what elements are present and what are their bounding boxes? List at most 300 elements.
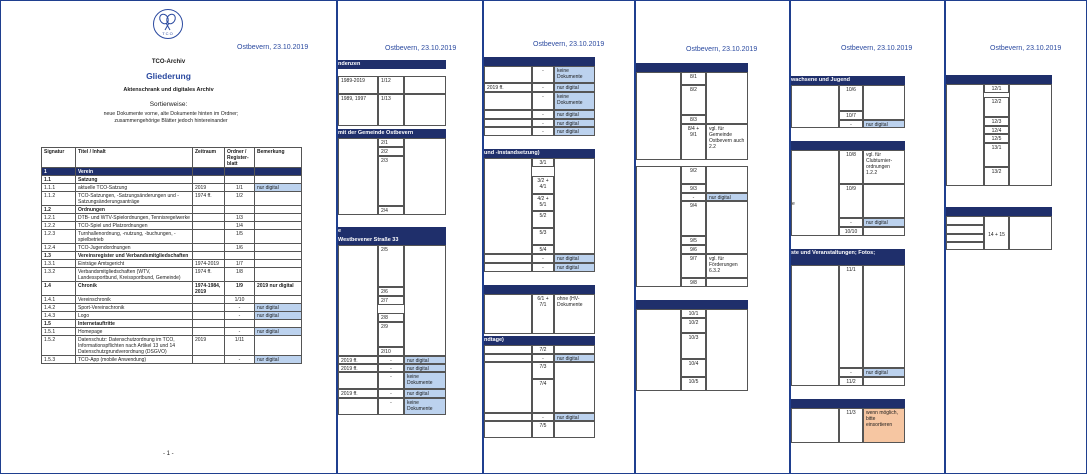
cell-zeitraum <box>636 72 681 160</box>
sort-description <box>81 111 261 125</box>
sort-heading: Sortierweise: <box>149 101 188 108</box>
section-header <box>636 63 748 72</box>
cell-bemerkung <box>706 278 748 287</box>
section-header: und -instandsetzung) <box>484 149 595 158</box>
cell-zeitraum <box>193 222 225 230</box>
cell-titel: Datenschutz: Datenschutzordnung im TCO, Informationspflichten nach Artikel 13 und 14 Datenschutzgrundverordnung (DSGVO) <box>76 336 193 356</box>
cell-ordner: 1/10 <box>225 296 255 304</box>
cell-ordner: 8/1 <box>681 72 706 85</box>
cell-ordner: - <box>839 368 863 377</box>
sort-line-1: neue Dokumente vorne, alte Dokumente hinten im Ordner; <box>103 111 239 117</box>
cell-ordner: 13/1 <box>984 143 1009 167</box>
cell-bemerkung: nur digital <box>554 263 595 272</box>
cell-zeitraum: 1989, 1997 <box>338 94 378 126</box>
cell-zeitraum <box>484 263 532 272</box>
table-row <box>42 296 302 304</box>
cell-zeitraum <box>338 245 378 356</box>
cell-bemerkung: nur digital <box>554 83 595 92</box>
cell-ordner: 2/1 <box>378 138 404 147</box>
cell-signatur: 1.4 <box>42 282 76 296</box>
page-date: Ostbevern, 23.10.2019 <box>686 46 758 53</box>
cell-ordner: 1/3 <box>225 214 255 222</box>
cell-bemerkung <box>255 268 302 282</box>
cell-bemerkung: keine Dokumente <box>404 372 446 389</box>
cell-ordner: - <box>681 193 706 201</box>
cell-ordner: 3/1 <box>532 158 554 167</box>
page-footer: - 1 - <box>163 451 174 457</box>
cell-ordner: - <box>839 120 863 128</box>
cell-bemerkung: nur digital <box>255 304 302 312</box>
cell-bemerkung <box>863 85 905 120</box>
cell-bemerkung <box>404 94 446 126</box>
cell-ordner: 9/5 <box>681 236 706 245</box>
cell-ordner: - <box>532 110 554 119</box>
table-row <box>42 222 302 230</box>
cell-bemerkung: vgl. für Förderungen 6.3.2 <box>706 254 748 278</box>
cell-titel: Ordnungen <box>76 206 193 214</box>
cell-ordner: 9/8 <box>681 278 706 287</box>
section-header: e <box>338 227 446 236</box>
cell-ordner: 9/2 <box>681 166 706 184</box>
cell-bemerkung <box>1009 216 1052 250</box>
cell-zeitraum <box>946 216 984 225</box>
table-row <box>42 260 302 268</box>
cell-ordner: 2/9 <box>378 322 404 347</box>
cell-zeitraum <box>193 168 225 176</box>
table-row <box>42 304 302 312</box>
cell-ordner: - <box>225 304 255 312</box>
cell-bemerkung: nur digital <box>554 254 595 263</box>
cell-ordner: 1/9 <box>225 282 255 296</box>
cell-zeitraum: 2019 ff. <box>338 364 378 372</box>
cell-ordner: 10/5 <box>681 377 706 391</box>
table-header-row <box>42 148 302 168</box>
cell-ordner: 10/2 <box>681 318 706 333</box>
tennis-rackets-icon <box>154 10 181 37</box>
cell-signatur: 1.4.3 <box>42 312 76 320</box>
cell-bemerkung <box>404 138 446 215</box>
cell-bemerkung <box>255 296 302 304</box>
cell-bemerkung: vgl. für Gemeinde Ostbevern auch 2.2 <box>706 124 748 160</box>
cell-ordner: - <box>378 364 404 372</box>
cell-bemerkung <box>863 265 905 368</box>
cell-zeitraum <box>484 421 532 438</box>
cell-bemerkung: nur digital <box>706 193 748 201</box>
cell-ordner <box>225 168 255 176</box>
cell-zeitraum <box>636 309 681 391</box>
document-page-4 <box>635 0 790 474</box>
page-date: Ostbevern, 23.10.2019 <box>237 44 309 51</box>
cell-titel: Vereinschronik <box>76 296 193 304</box>
cell-zeitraum <box>791 408 839 443</box>
cell-ordner: 7/5 <box>532 421 554 438</box>
cell-bemerkung: nur digital <box>404 364 446 372</box>
cell-ordner: - <box>378 372 404 389</box>
cell-signatur: 1.2 <box>42 206 76 214</box>
cell-bemerkung: nur digital <box>863 218 905 227</box>
cell-zeitraum <box>484 345 532 354</box>
cell-zeitraum <box>193 356 225 364</box>
cell-titel: Sport-Vereinschronik <box>76 304 193 312</box>
cell-signatur: 1.2.4 <box>42 244 76 252</box>
section-header <box>791 141 905 150</box>
section-row <box>42 252 302 260</box>
cell-zeitraum <box>338 372 378 389</box>
cell-zeitraum: 2019 ff. <box>484 83 532 92</box>
cell-zeitraum <box>484 92 532 110</box>
cell-bemerkung <box>255 168 302 176</box>
cell-ordner: 9/7 <box>681 254 706 278</box>
cell-titel: TCO-App (mobile Anwendung) <box>76 356 193 364</box>
cell-signatur: 1.5.3 <box>42 356 76 364</box>
cell-signatur: 1.4.1 <box>42 296 76 304</box>
cell-ordner: 10/4 <box>681 359 706 377</box>
cell-zeitraum <box>193 206 225 214</box>
cell-ordner: 10/10 <box>839 227 863 236</box>
table-row <box>42 244 302 252</box>
cell-ordner: - <box>378 356 404 364</box>
cell-zeitraum <box>338 398 378 415</box>
cell-bemerkung: 2019 nur digital <box>255 282 302 296</box>
cell-bemerkung: nur digital <box>554 354 595 362</box>
cell-ordner: - <box>532 119 554 127</box>
section-header <box>946 75 1052 84</box>
cell-bemerkung: nur digital <box>554 110 595 119</box>
document-page-5 <box>790 0 945 474</box>
table-row <box>42 312 302 320</box>
section-header <box>484 285 595 294</box>
cell-bemerkung: keine Dokumente <box>554 92 595 110</box>
cell-zeitraum <box>193 312 225 320</box>
cell-bemerkung <box>706 201 748 254</box>
cell-bemerkung: nur digital <box>255 184 302 192</box>
cell-bemerkung: nur digital <box>863 368 905 377</box>
cell-ordner: 1/1 <box>225 184 255 192</box>
cell-bemerkung <box>255 244 302 252</box>
section-header: wachsene und Jugend <box>791 76 905 85</box>
cell-signatur: 1.1.2 <box>42 192 76 206</box>
cell-zeitraum: 2019 <box>193 184 225 192</box>
cell-titel: Internetauftritte <box>76 320 193 328</box>
cell-titel: Vereinsregister und Verbandsmitgliedschaften <box>76 252 193 260</box>
cell-zeitraum <box>946 234 984 242</box>
cell-bemerkung <box>255 206 302 214</box>
cell-ordner <box>225 206 255 214</box>
table-row <box>42 192 302 206</box>
cell-zeitraum <box>791 265 839 386</box>
cell-zeitraum: 2019 ff. <box>338 356 378 364</box>
cell-ordner: - <box>532 413 554 421</box>
cell-ordner: 2/6 <box>378 287 404 296</box>
cell-ordner: 8/3 <box>681 115 706 124</box>
cell-ordner: 1/2 <box>225 192 255 206</box>
cell-zeitraum: 1974 ff. <box>193 192 225 206</box>
cell-bemerkung <box>554 362 595 413</box>
cell-bemerkung <box>255 260 302 268</box>
cell-ordner: 1/5 <box>225 230 255 244</box>
cell-bemerkung <box>404 245 446 356</box>
cell-ordner: - <box>225 328 255 336</box>
table-row <box>42 214 302 222</box>
cell-ordner: 3/2 + 4/1 <box>532 176 554 194</box>
cell-ordner: 12/5 <box>984 134 1009 143</box>
cell-bemerkung <box>255 192 302 206</box>
cell-zeitraum <box>791 85 839 128</box>
document-page-2 <box>337 0 483 474</box>
cell-ordner: 2/5 <box>378 245 404 287</box>
cell-ordner: 1/13 <box>378 94 404 126</box>
cell-ordner <box>225 176 255 184</box>
cell-ordner: 1/11 <box>225 336 255 356</box>
document-title: Gliederung <box>146 71 191 81</box>
cell-ordner: 7/3 <box>532 362 554 379</box>
cell-zeitraum <box>484 254 532 263</box>
document-page-3 <box>483 0 635 474</box>
cell-ordner: 9/6 <box>681 245 706 254</box>
section-row <box>42 176 302 184</box>
cell-zeitraum <box>484 158 532 254</box>
section-header <box>636 300 748 309</box>
svg-text:T C O: T C O <box>162 31 173 36</box>
col-header-ordner: Ordner / Register-blatt <box>225 148 255 168</box>
cell-ordner: 2/10 <box>378 347 404 356</box>
cell-ordner: 2/2 <box>378 147 404 156</box>
cell-bemerkung <box>863 377 905 386</box>
cell-titel: TCO-Spiel und Platzordnungen <box>76 222 193 230</box>
cell-ordner: - <box>839 218 863 227</box>
cell-bemerkung <box>255 176 302 184</box>
cell-titel: Einträge Amtsgericht <box>76 260 193 268</box>
cell-titel: Turnhallenordnung, -nutzung, -buchungen, -spielbetrieb <box>76 230 193 244</box>
table-row <box>42 356 302 364</box>
cell-ordner: - <box>378 398 404 415</box>
cell-ordner: 12/4 <box>984 126 1009 134</box>
cell-ordner: - <box>225 312 255 320</box>
cell-zeitraum <box>484 66 532 83</box>
table-row <box>42 184 302 192</box>
cell-ordner: - <box>532 254 554 263</box>
cell-zeitraum <box>193 252 225 260</box>
cell-zeitraum: 1974-1984, 2019 <box>193 282 225 296</box>
cell-signatur: 1.3 <box>42 252 76 260</box>
cell-titel: Satzung <box>76 176 193 184</box>
cell-ordner: 11/3 <box>839 408 863 443</box>
cell-ordner: 5/4 <box>532 245 554 254</box>
section-header: ste und Veranstaltungen; Fotos; <box>791 249 905 265</box>
cell-ordner: 6/1 + 7/1 <box>532 294 554 334</box>
cell-ordner: - <box>225 356 255 364</box>
cell-bemerkung <box>706 72 748 124</box>
cell-ordner: 14 + 15 <box>984 216 1009 250</box>
cell-signatur: 1.3.2 <box>42 268 76 282</box>
cell-ordner: 10/1 <box>681 309 706 318</box>
club-logo <box>153 9 183 39</box>
cell-bemerkung <box>554 345 595 354</box>
cell-ordner: 8/2 <box>681 85 706 115</box>
cell-ordner: 2/3 <box>378 156 404 206</box>
table-body <box>42 168 302 364</box>
table-row <box>42 336 302 356</box>
section-header: ndtage) <box>484 336 595 345</box>
cell-bemerkung <box>554 158 595 254</box>
cell-ordner: 1/8 <box>225 268 255 282</box>
cell-ordner: 11/1 <box>839 265 863 368</box>
cell-signatur: 1 <box>42 168 76 176</box>
cell-ordner: 4/2 + 5/1 <box>532 194 554 211</box>
archive-title: TCO-Archiv <box>151 59 186 65</box>
cell-bemerkung <box>863 184 905 218</box>
cell-titel: TCO-Jugendordnungen <box>76 244 193 252</box>
cell-bemerkung: ohne (HV-Dokumente <box>554 294 595 334</box>
cell-bemerkung <box>404 76 446 94</box>
section-header <box>946 207 1052 216</box>
cell-titel: Chronik <box>76 282 193 296</box>
cell-zeitraum <box>484 110 532 119</box>
cell-signatur: 1.1 <box>42 176 76 184</box>
cell-ordner: - <box>532 354 554 362</box>
cell-zeitraum <box>636 166 681 287</box>
cell-ordner: - <box>532 263 554 272</box>
cell-signatur: 1.4.2 <box>42 304 76 312</box>
cell-ordner: - <box>532 66 554 83</box>
cell-bemerkung: nur digital <box>554 127 595 136</box>
cell-ordner: 2/8 <box>378 313 404 322</box>
cell-ordner: 12/3 <box>984 117 1009 126</box>
cell-zeitraum: 1989-2019 <box>338 76 378 94</box>
cell-ordner: 1/7 <box>225 260 255 268</box>
cell-ordner: 12/1 <box>984 84 1009 93</box>
cell-bemerkung <box>255 252 302 260</box>
cell-bemerkung <box>255 230 302 244</box>
cell-zeitraum <box>193 328 225 336</box>
cell-signatur: 1.2.3 <box>42 230 76 244</box>
cell-signatur: 1.5 <box>42 320 76 328</box>
cell-zeitraum <box>193 304 225 312</box>
cell-signatur: 1.5.2 <box>42 336 76 356</box>
cell-zeitraum <box>946 242 984 250</box>
col-header-bemerkung: Bemerkung <box>255 148 302 168</box>
cell-ordner: 9/3 <box>681 184 706 193</box>
cell-ordner: 7/4 <box>532 379 554 413</box>
cell-ordner: 1/12 <box>378 76 404 94</box>
cell-zeitraum <box>193 320 225 328</box>
cell-bemerkung <box>554 421 595 438</box>
cell-bemerkung <box>863 227 905 236</box>
col-header-zeitraum: Zeitraum <box>193 148 225 168</box>
cell-signatur: 1.2.1 <box>42 214 76 222</box>
cell-ordner: - <box>378 389 404 398</box>
cell-zeitraum <box>193 244 225 252</box>
section-header: ndenzen <box>338 60 446 69</box>
cell-titel: DTB- und WTV-Spielordnungen, Tennisregelwerke <box>76 214 193 222</box>
col-header-signatur: Signatur <box>42 148 76 168</box>
cell-ordner <box>225 252 255 260</box>
cell-ordner: 10/9 <box>839 184 863 218</box>
cell-bemerkung: keine Dokumente <box>404 398 446 415</box>
cell-bemerkung: vgl. für Clubturnier-ordnungen 1.2.2 <box>863 150 905 184</box>
document-subtitle: Aktenschrank und digitales Archiv <box>123 87 214 93</box>
cell-bemerkung <box>706 166 748 193</box>
cell-bemerkung: nur digital <box>255 328 302 336</box>
table-row <box>42 268 302 282</box>
cell-bemerkung-highlight: wenn möglich, bitte einsortieren <box>863 408 905 443</box>
cell-signatur: 1.3.1 <box>42 260 76 268</box>
section-header <box>484 57 595 66</box>
cell-zeitraum: 1974 ff. <box>193 268 225 282</box>
page-date: Ostbevern, 23.10.2019 <box>841 45 913 52</box>
cell-zeitraum <box>484 119 532 127</box>
cell-bemerkung <box>255 320 302 328</box>
cell-bemerkung <box>1009 84 1052 186</box>
section-row <box>42 206 302 214</box>
cell-signatur: 1.5.1 <box>42 328 76 336</box>
page-date: Ostbevern, 23.10.2019 <box>990 45 1062 52</box>
cell-titel: Verbandsmitgliedschaften (WTV, Landessportbund, Kreissportbund, Gemeinde) <box>76 268 193 282</box>
cell-zeitraum <box>946 225 984 234</box>
cell-signatur: 1.2.2 <box>42 222 76 230</box>
cell-ordner: 5/2 <box>532 211 554 228</box>
col-header-titel: Titel / Inhalt <box>76 148 193 168</box>
cell-zeitraum <box>193 176 225 184</box>
cell-titel: Verein <box>76 168 193 176</box>
cell-zeitraum <box>193 214 225 222</box>
cell-zeitraum: 1974-2019 <box>193 260 225 268</box>
cell-ordner: 12/2 <box>984 97 1009 117</box>
cell-zeitraum <box>193 230 225 244</box>
cell-zeitraum <box>484 413 532 421</box>
cell-bemerkung: nur digital <box>863 120 905 128</box>
cell-zeitraum <box>193 296 225 304</box>
cell-bemerkung <box>255 336 302 356</box>
section-header: mit der Gemeinde Ostbevern <box>338 129 446 138</box>
cut-off-letter: e <box>792 201 795 207</box>
cell-ordner: 8/4 + 9/1 <box>681 124 706 160</box>
archive-table <box>41 147 302 364</box>
cell-ordner: 9/4 <box>681 201 706 236</box>
cell-zeitraum <box>791 150 839 236</box>
cell-ordner: - <box>532 83 554 92</box>
document-page-1 <box>0 0 337 474</box>
cell-ordner: 13/2 <box>984 167 1009 186</box>
cell-bemerkung: nur digital <box>255 312 302 320</box>
section-row <box>42 282 302 296</box>
cell-bemerkung: nur digital <box>404 356 446 364</box>
document-page-6 <box>945 0 1087 474</box>
cell-bemerkung <box>255 222 302 230</box>
cell-titel: Logo <box>76 312 193 320</box>
cell-bemerkung: keine Dokumente <box>554 66 595 83</box>
cell-signatur: 1.1.1 <box>42 184 76 192</box>
cell-bemerkung: nur digital <box>554 119 595 127</box>
cell-ordner: 1/6 <box>225 244 255 252</box>
section-header <box>791 399 905 408</box>
cell-ordner: 2/7 <box>378 296 404 305</box>
section-header: Westbevener Straße 33 <box>338 236 446 245</box>
cell-zeitraum <box>338 138 378 215</box>
cell-zeitraum <box>484 127 532 136</box>
cell-ordner: 5/3 <box>532 228 554 245</box>
cell-bemerkung <box>255 214 302 222</box>
cell-zeitraum: 2019 ff. <box>338 389 378 398</box>
cell-ordner: 10/7 <box>839 111 863 120</box>
cell-ordner <box>225 320 255 328</box>
cell-zeitraum <box>484 294 532 334</box>
cell-zeitraum <box>484 354 532 362</box>
cell-ordner: 10/6 <box>839 85 863 111</box>
page-date: Ostbevern, 23.10.2019 <box>533 41 605 48</box>
cell-zeitraum <box>946 84 984 186</box>
cell-bemerkung: nur digital <box>404 389 446 398</box>
